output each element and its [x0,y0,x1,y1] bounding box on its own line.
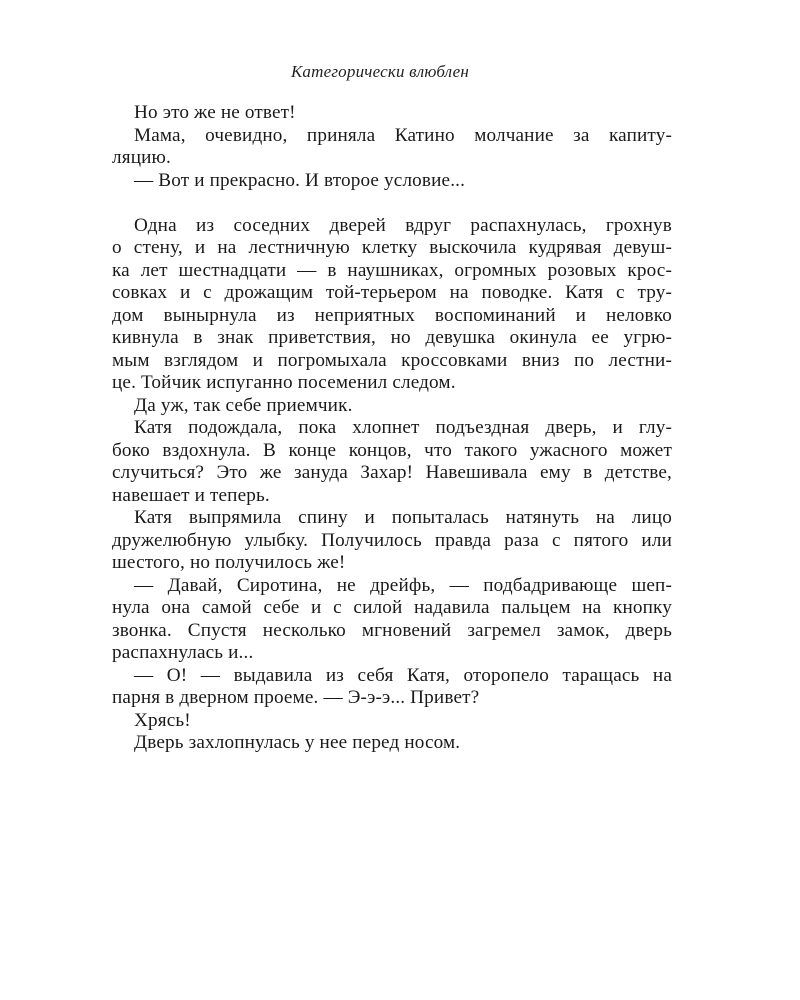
text-line: парня в дверном проеме. — Э-э-э... Привет? [112,687,480,708]
text-line: Хрясь! [134,709,191,731]
text-line: совках и с дрожащим той-терьером на поводке. Катя с тру- [112,282,672,303]
text-line: дружелюбную улыбку. Получилось правда раза с пятого или [112,529,672,551]
text-line: распахнулась и... [112,642,254,663]
blank-line [112,192,672,215]
text-line: — Вот и прекрасно. И второе условие... [134,169,466,191]
text-line: Да уж, так себе приемчик. [134,394,353,416]
text-line: нула она самой себе и с силой надавила пальцем на кнопку [112,597,672,618]
text-line: навешает и теперь. [112,484,270,506]
running-head: Категорически влюблен [290,62,470,81]
text-line: — О! — выдавила из себя Катя, оторопело таращась на [134,664,672,686]
text-line: Мама, очевидно, приняла Катино молчание за капиту- [134,124,672,146]
text-line: мым взглядом и погромыхала кроссовками вниз по лестни- [112,349,672,371]
text-line: ка лет шестнадцати — в наушниках, огромных розовых крос- [112,259,672,281]
text-line: Одна из соседних дверей вдруг распахнулась, грохнув [134,214,672,236]
text-line: Дверь захлопнулась у нее перед носом. [134,732,461,753]
text-line: дом вынырнула из неприятных воспоминаний и неловко [112,304,672,326]
body-text [112,102,672,755]
text-line: случиться? Это же зануда Захар! Навешивала ему в детстве, [112,462,672,483]
text-line: боко вздохнула. В конце концов, что такого ужасного может [112,439,672,461]
text-line: кивнула в знак приветствия, но девушка окинула ее угрю- [112,327,672,348]
text-line: Катя подождала, пока хлопнет подъездная дверь, и глу- [134,417,672,438]
text-line: Но это же не ответ! [134,102,296,123]
text-line: це. Тойчик испуганно посеменил следом. [112,372,456,393]
text-line: ляцию. [112,147,171,168]
text-line: — Давай, Сиротина, не дрейфь, — подбадривающе шеп- [134,574,672,596]
text-line: о стену, и на лестничную клетку выскочила кудрявая девуш- [112,237,672,258]
text-line: звонка. Спустя несколько мгновений загремел замок, дверь [112,619,672,641]
text-line: шестого, но получилось же! [112,552,346,573]
text-line: Катя выпрямила спину и попыталась натянуть на лицо [134,507,672,528]
